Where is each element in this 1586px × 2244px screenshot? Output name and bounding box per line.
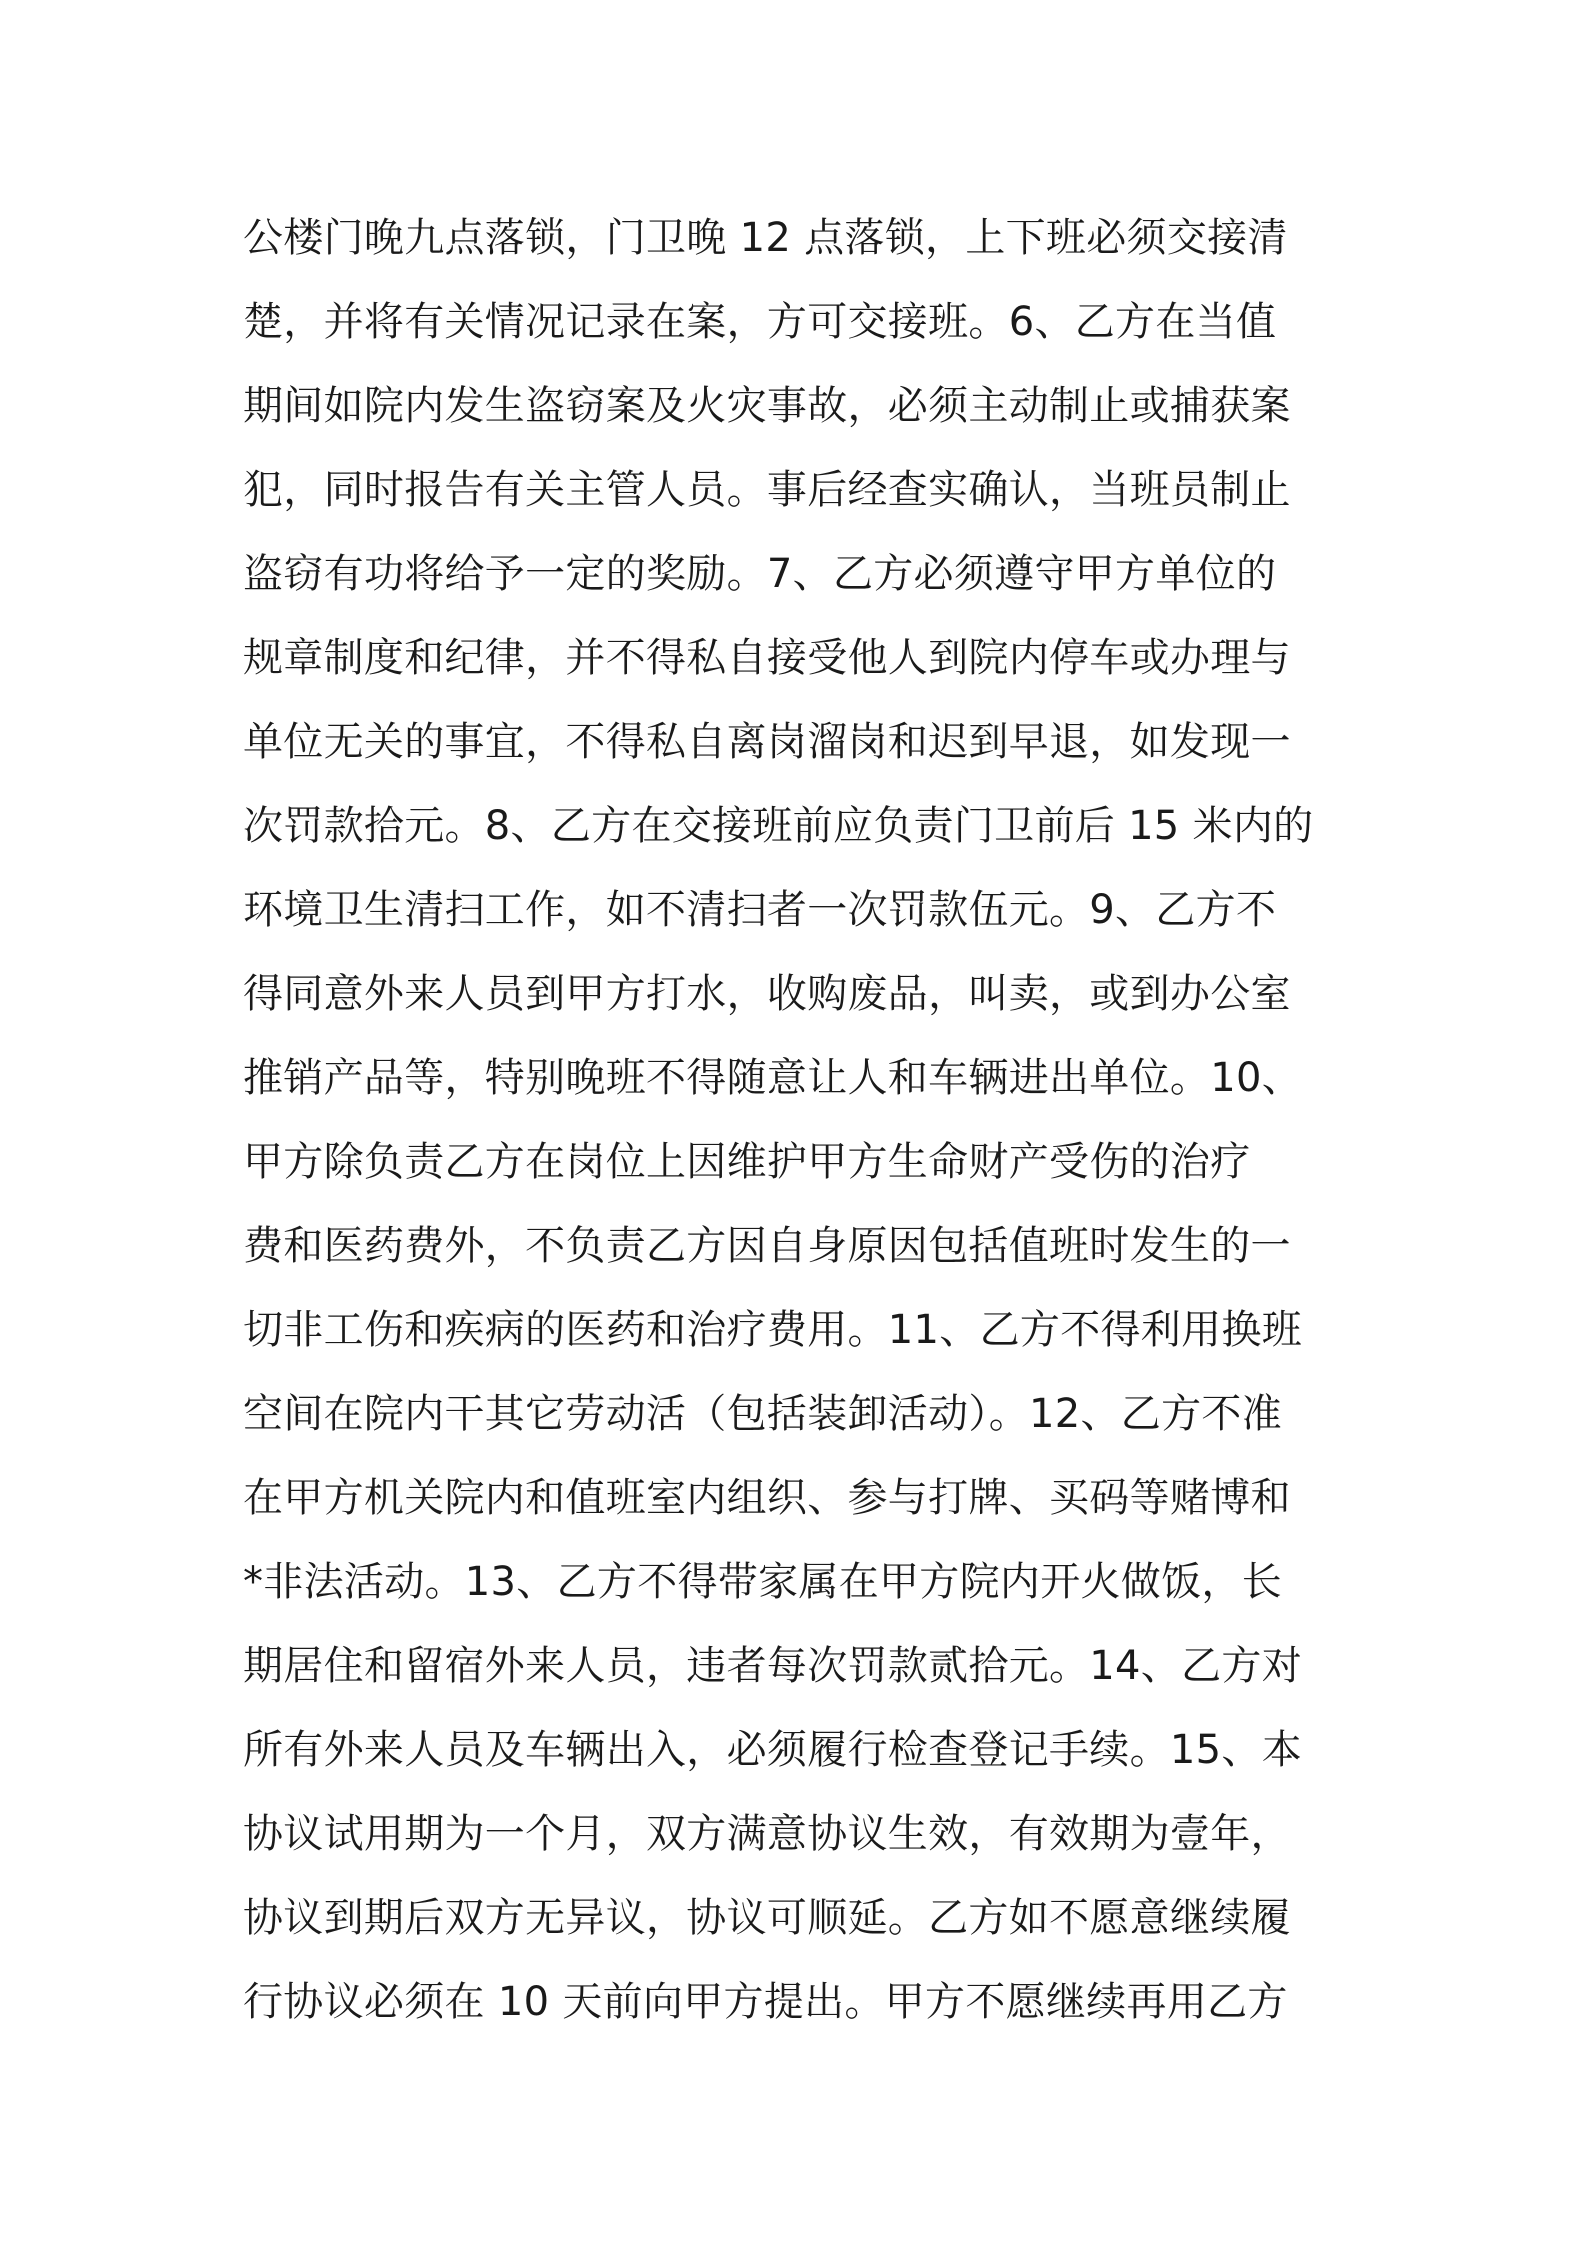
text-line-10: 得同意外来人员到甲方打水，收购废品，叫卖，或到办公室: [243, 971, 1291, 1017]
text-line-12: 甲方除负责乙方在岗位上因维护甲方生命财产受伤的治疗: [243, 1139, 1251, 1185]
text-line-5: 盗窃有功将给予一定的奖励。7、乙方必须遵守甲方单位的: [243, 551, 1277, 597]
text-line-2: 楚，并将有关情况记录在案，方可交接班。6、乙方在当值: [243, 299, 1277, 345]
text-line-16: 在甲方机关院内和值班室内组织、参与打牌、买码等赌博和: [243, 1475, 1291, 1521]
text-line-19: 所有外来人员及车辆出入，必须履行检查登记手续。15、本: [243, 1727, 1302, 1773]
agreement-body-text: [243, 196, 1353, 2044]
text-line-8: 次罚款拾元。8、乙方在交接班前应负责门卫前后 15 米内的: [243, 803, 1314, 849]
text-line-18: 期居住和留宿外来人员，违者每次罚款贰拾元。14、乙方对: [243, 1643, 1302, 1689]
text-line-15: 空间在院内干其它劳动活（包括装卸活动）。12、乙方不准: [243, 1391, 1282, 1437]
text-line-20: 协议试用期为一个月，双方满意协议生效，有效期为壹年，: [243, 1811, 1291, 1857]
text-line-21: 协议到期后双方无异议，协议可顺延。乙方如不愿意继续履: [243, 1895, 1291, 1941]
text-line-17: *非法活动。13、乙方不得带家属在甲方院内开火做饭，长: [243, 1559, 1282, 1605]
text-line-3: 期间如院内发生盗窃案及火灾事故，必须主动制止或捕获案: [243, 383, 1291, 429]
text-line-13: 费和医药费外，不负责乙方因自身原因包括值班时发生的一: [243, 1223, 1291, 1269]
text-line-14: 切非工伤和疾病的医药和治疗费用。11、乙方不得利用换班: [243, 1307, 1302, 1353]
text-line-22: 行协议必须在 10 天前向甲方提出。甲方不愿继续再用乙方: [243, 1979, 1288, 2025]
text-line-4: 犯，同时报告有关主管人员。事后经查实确认，当班员制止: [243, 467, 1291, 513]
text-line-6: 规章制度和纪律，并不得私自接受他人到院内停车或办理与: [243, 635, 1291, 681]
text-line-1: 公楼门晚九点落锁，门卫晚 12 点落锁，上下班必须交接清: [243, 215, 1288, 261]
text-line-9: 环境卫生清扫工作，如不清扫者一次罚款伍元。9、乙方不: [243, 887, 1277, 933]
text-line-11: 推销产品等，特别晚班不得随意让人和车辆进出单位。10、: [243, 1055, 1302, 1101]
text-line-7: 单位无关的事宜，不得私自离岗溜岗和迟到早退，如发现一: [243, 719, 1291, 765]
